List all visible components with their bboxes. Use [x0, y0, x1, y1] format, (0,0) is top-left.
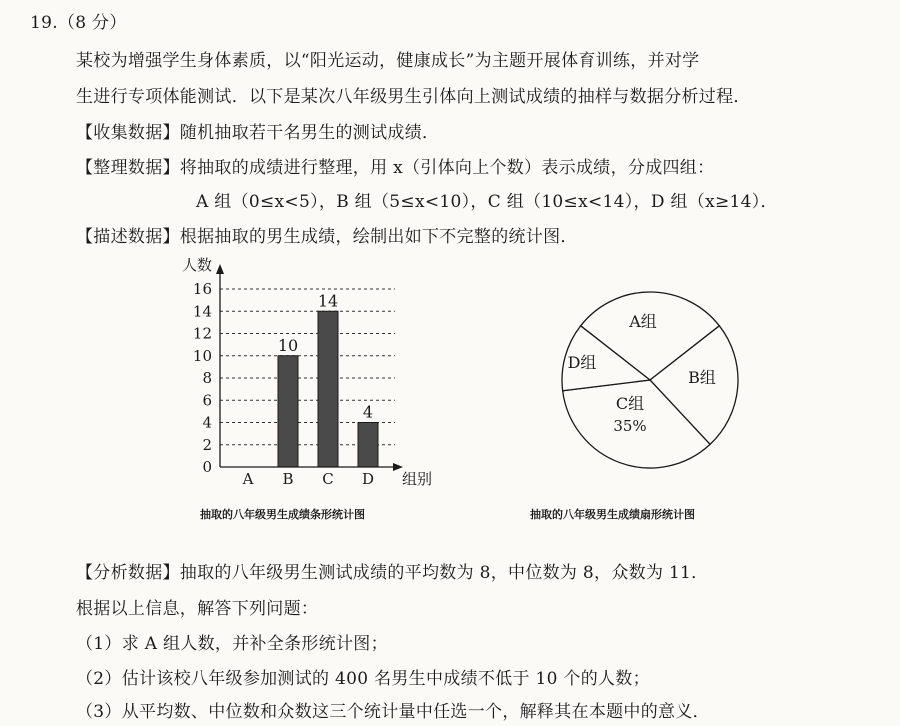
describe-data: 【描述数据】根据抽取的男生成绩，绘制出如下不完整的统计图．: [76, 227, 578, 247]
y-tick-label: 14: [192, 302, 212, 321]
bar-C: [318, 311, 338, 467]
pie-slice-percent: 35%: [613, 417, 647, 435]
pie-chart: [555, 285, 745, 475]
pie-slice-label: B组: [688, 368, 716, 387]
collect-data: 【收集数据】随机抽取若干名男生的测试成绩．: [76, 123, 440, 143]
bar-chart-caption: 抽取的八年级男生成绩条形统计图: [200, 508, 365, 521]
y-tick-label: 8: [202, 369, 212, 387]
sub-question-3: （3）从平均数、中位数和众数这三个统计量中任选一个，解释其在本题中的意义．: [76, 702, 710, 722]
x-axis-label: 组别: [402, 470, 433, 488]
bar-data-label: 14: [317, 291, 339, 311]
question-number: 19.（8 分）: [30, 13, 127, 33]
bar-chart-xticks: [242, 470, 374, 488]
intro-line-2: 生进行专项体能测试．以下是某次八年级男生引体向上测试成绩的抽样与数据分析过程．: [76, 87, 751, 107]
x-tick-label: C: [322, 470, 334, 488]
y-tick-label: 16: [192, 280, 212, 298]
bar-chart-bars: [278, 291, 378, 467]
y-tick-label: 4: [202, 413, 212, 432]
sub-question-2: （2）估计该校八年级参加测试的 400 名男生中成绩不低于 10 个的人数；: [76, 669, 650, 689]
y-tick-label: 0: [202, 458, 212, 476]
answer-prompt: 根据以上信息，解答下列问题：: [76, 599, 319, 619]
pie-chart-caption: 抽取的八年级男生成绩扇形统计图: [530, 508, 695, 521]
y-axis-arrow-icon: [216, 264, 224, 274]
y-axis-label: 人数: [182, 256, 213, 274]
group-definitions: A 组（0≤x<5），B 组（5≤x<10），C 组（10≤x<14），D 组（x≥14）．: [196, 192, 778, 212]
analyze-data: 【分析数据】抽取的八年级男生测试成绩的平均数为 8，中位数为 8，众数为 11．: [76, 563, 709, 583]
y-tick-label: 2: [202, 435, 212, 454]
intro-line-1: 某校为增强学生身体素质，以“阳光运动，健康成长”为主题开展体育训练，并对学: [76, 51, 700, 71]
bar-data-label: 4: [362, 402, 374, 422]
bar-chart-yticks: [193, 280, 212, 476]
bar-chart: [160, 252, 460, 492]
pie-slice-label: A组: [629, 312, 657, 331]
sub-question-1: （1）求 A 组人数，并补全条形统计图；: [76, 634, 388, 654]
x-tick-label: B: [282, 470, 294, 488]
y-tick-label: 12: [192, 324, 212, 343]
x-tick-label: D: [361, 470, 375, 488]
pie-slice-label: C组: [615, 394, 645, 413]
pie-slice-label: D组: [567, 353, 597, 372]
x-tick-label: A: [242, 470, 254, 488]
bar-data-label: 10: [277, 335, 299, 355]
bar-D: [358, 423, 378, 468]
y-tick-label: 6: [202, 391, 212, 410]
organize-data: 【整理数据】将抽取的成绩进行整理，用 x（引体向上个数）表示成绩，分成四组：: [76, 158, 715, 178]
y-tick-label: 10: [192, 346, 212, 365]
bar-B: [278, 356, 298, 467]
